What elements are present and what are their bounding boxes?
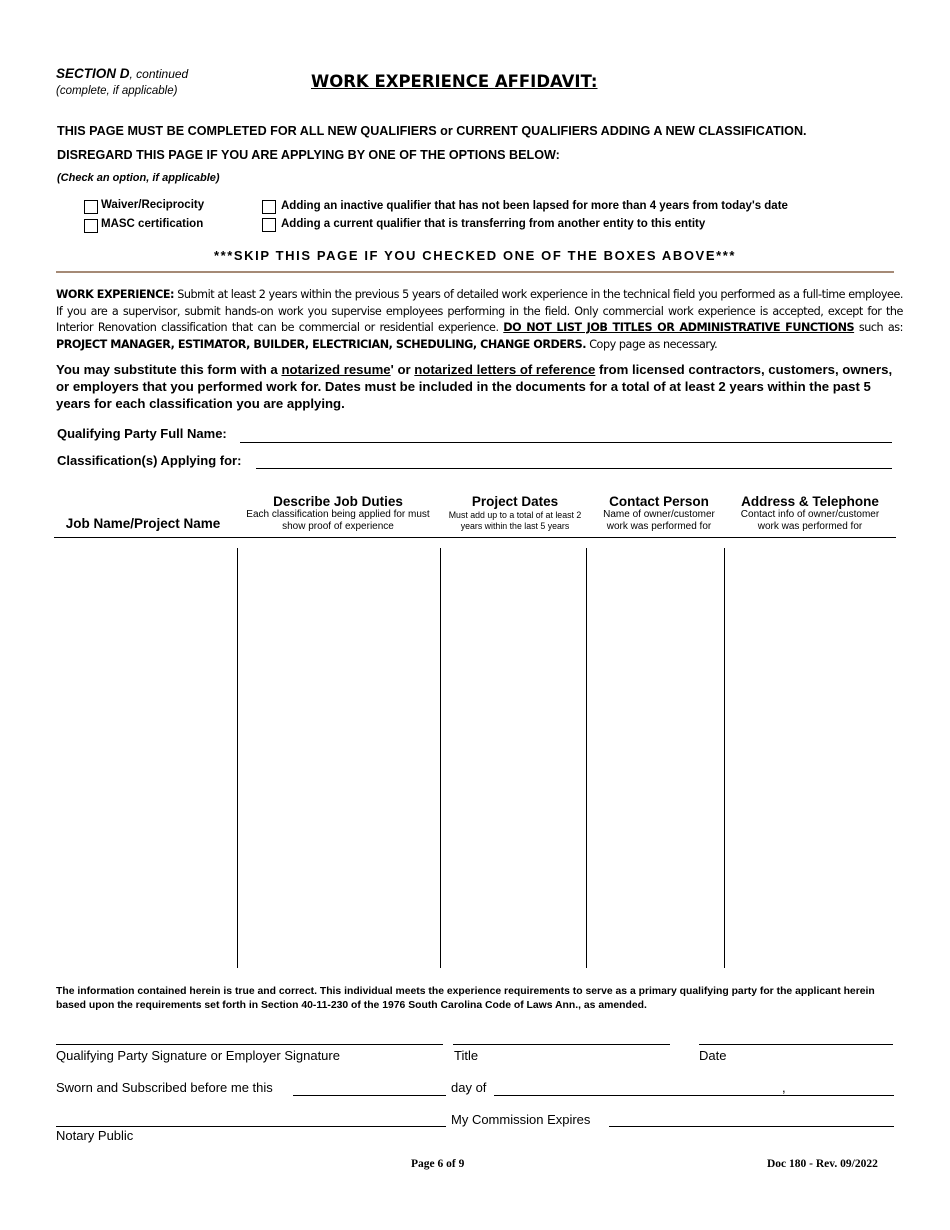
notary-label: Notary Public — [56, 1128, 134, 1143]
divider — [56, 271, 894, 273]
qp-name-label: Qualifying Party Full Name: — [57, 426, 227, 441]
table-header-rule — [54, 537, 896, 538]
sworn-label: Sworn and Subscribed before me this — [56, 1080, 273, 1095]
substitute-paragraph — [56, 361, 906, 412]
intro-line-1: THIS PAGE MUST BE COMPLETED FOR ALL NEW QUALIFIERS or CURRENT QUALIFIERS ADDING A NEW CLASSIFICATION. — [57, 124, 807, 138]
masc-label: MASC certification — [101, 218, 204, 230]
commission-line[interactable] — [609, 1126, 894, 1127]
classifications-field[interactable] — [256, 468, 892, 469]
col-job-duties — [240, 494, 436, 533]
col-project-dates-title: Project Dates — [471, 494, 559, 509]
qp-signature-line[interactable] — [56, 1044, 443, 1045]
skip-notice: ***SKIP THIS PAGE IF YOU CHECKED ONE OF THE BOXES ABOVE*** — [213, 248, 737, 263]
col-address-phone-title: Address & Telephone — [741, 494, 879, 509]
transfer-qualifier-label: Adding a current qualifier that is transferring from another entity to this entity — [281, 218, 706, 230]
col-contact-person-sub: Name of owner/customer work was performed for — [603, 509, 715, 532]
check-note: (Check an option, if applicable) — [57, 172, 220, 184]
notary-line[interactable] — [56, 1126, 446, 1127]
date-label: Date — [699, 1048, 727, 1063]
work-experience-text-2: such as: — [854, 321, 903, 334]
title-label: Title — [454, 1048, 479, 1063]
section-label-strong: SECTION D — [56, 66, 130, 81]
substitute-text-2: ' or — [390, 362, 415, 377]
col-contact-person-title: Contact Person — [609, 494, 709, 509]
work-experience-examples: PROJECT MANAGER, ESTIMATOR, BUILDER, ELECTRICIAN, SCHEDULING, CHANGE ORDERS. — [56, 337, 587, 351]
inactive-qualifier-checkbox[interactable] — [262, 200, 276, 214]
qp-name-field[interactable] — [240, 442, 892, 443]
table-cell-project-dates[interactable] — [443, 548, 584, 968]
col-project-dates-sub: Must add up to a total of at least 2 years within the last 5 years — [448, 510, 582, 531]
doc-revision: Doc 180 - Rev. 09/2022 — [767, 1158, 878, 1170]
qp-signature-label: Qualifying Party Signature or Employer Signature — [56, 1048, 340, 1063]
date-line[interactable] — [699, 1044, 893, 1045]
table-cell-job-duties[interactable] — [240, 548, 438, 968]
notarized-letters: notarized letters of reference — [414, 362, 596, 377]
masc-checkbox[interactable] — [84, 219, 98, 233]
col-job-duties-title: Describe Job Duties — [273, 494, 403, 509]
col-address-phone-sub: Contact info of owner/customer work was performed for — [740, 509, 880, 532]
certification-text: The information contained herein is true and correct. This individual meets the experience requirements to serve as a primary qualifying party for the applicant herein based upon the requirements set forth in Section 40-11-230 of the 1976 South Carolina Code of Laws Ann., as amended. — [56, 986, 875, 1011]
table-col-divider — [586, 548, 587, 968]
section-label — [56, 66, 188, 81]
work-experience-label: WORK EXPERIENCE: — [56, 288, 175, 301]
table-cell-contact-person[interactable] — [589, 548, 722, 968]
col-job-name-title: Job Name/Project Name — [65, 516, 221, 531]
table-col-divider — [724, 548, 725, 968]
table-cell-job-name[interactable] — [56, 548, 234, 968]
col-job-name — [54, 516, 232, 531]
substitute-text-1: You may substitute this form with a — [56, 362, 282, 377]
work-experience-paragraph — [56, 287, 903, 353]
notarized-resume: notarized resume — [281, 362, 391, 377]
work-experience-text-3: Copy page as necessary. — [586, 337, 718, 351]
col-job-duties-sub: Each classification being applied for must show proof of experience — [246, 509, 430, 532]
section-note: (complete, if applicable) — [56, 85, 178, 97]
waiver-checkbox[interactable] — [84, 200, 98, 214]
col-project-dates — [444, 494, 586, 532]
col-address-phone — [730, 494, 890, 533]
classifications-label: Classification(s) Applying for: — [57, 453, 242, 468]
commission-label: My Commission Expires — [451, 1112, 591, 1127]
table-cell-address-phone[interactable] — [727, 548, 894, 968]
intro-line-2: DISREGARD THIS PAGE IF YOU ARE APPLYING BY ONE OF THE OPTIONS BELOW: — [57, 148, 560, 162]
sworn-day-line[interactable] — [293, 1095, 446, 1096]
page-number: Page 6 of 9 — [411, 1158, 465, 1170]
waiver-label: Waiver/Reciprocity — [101, 199, 205, 211]
page-title: WORK EXPERIENCE AFFIDAVIT: — [311, 72, 598, 91]
inactive-qualifier-label: Adding an inactive qualifier that has not been lapsed for more than 4 years from today's date — [281, 200, 788, 212]
section-label-suffix: , continued — [129, 67, 189, 81]
title-line[interactable] — [453, 1044, 670, 1045]
work-experience-emphasis: DO NOT LIST JOB TITLES OR ADMINISTRATIVE FUNCTIONS — [503, 321, 855, 334]
table-col-divider — [440, 548, 441, 968]
table-col-divider — [237, 548, 238, 968]
col-contact-person — [590, 494, 728, 533]
substitute-text-3: from licensed contractors, customers, owners, or employers that you performed work for. Dates must be included in the documents for a total of at least 2 years within the past 5 years for each classification you are applying. — [56, 362, 893, 411]
year-comma: , — [782, 1080, 786, 1095]
transfer-qualifier-checkbox[interactable] — [262, 218, 276, 232]
sworn-month-line[interactable] — [494, 1095, 894, 1096]
work-experience-text-1: Submit at least 2 years within the previous 5 years of detailed work experience in the technical field you performed as a full-time employee. If you are a supervisor, submit hands-on work you supervise employees performing in the field. Only commercial work experience is accepted, except for the Interior Renovation classification that can be commercial or residential experience. — [56, 288, 903, 334]
day-of-label: day of — [451, 1080, 487, 1095]
